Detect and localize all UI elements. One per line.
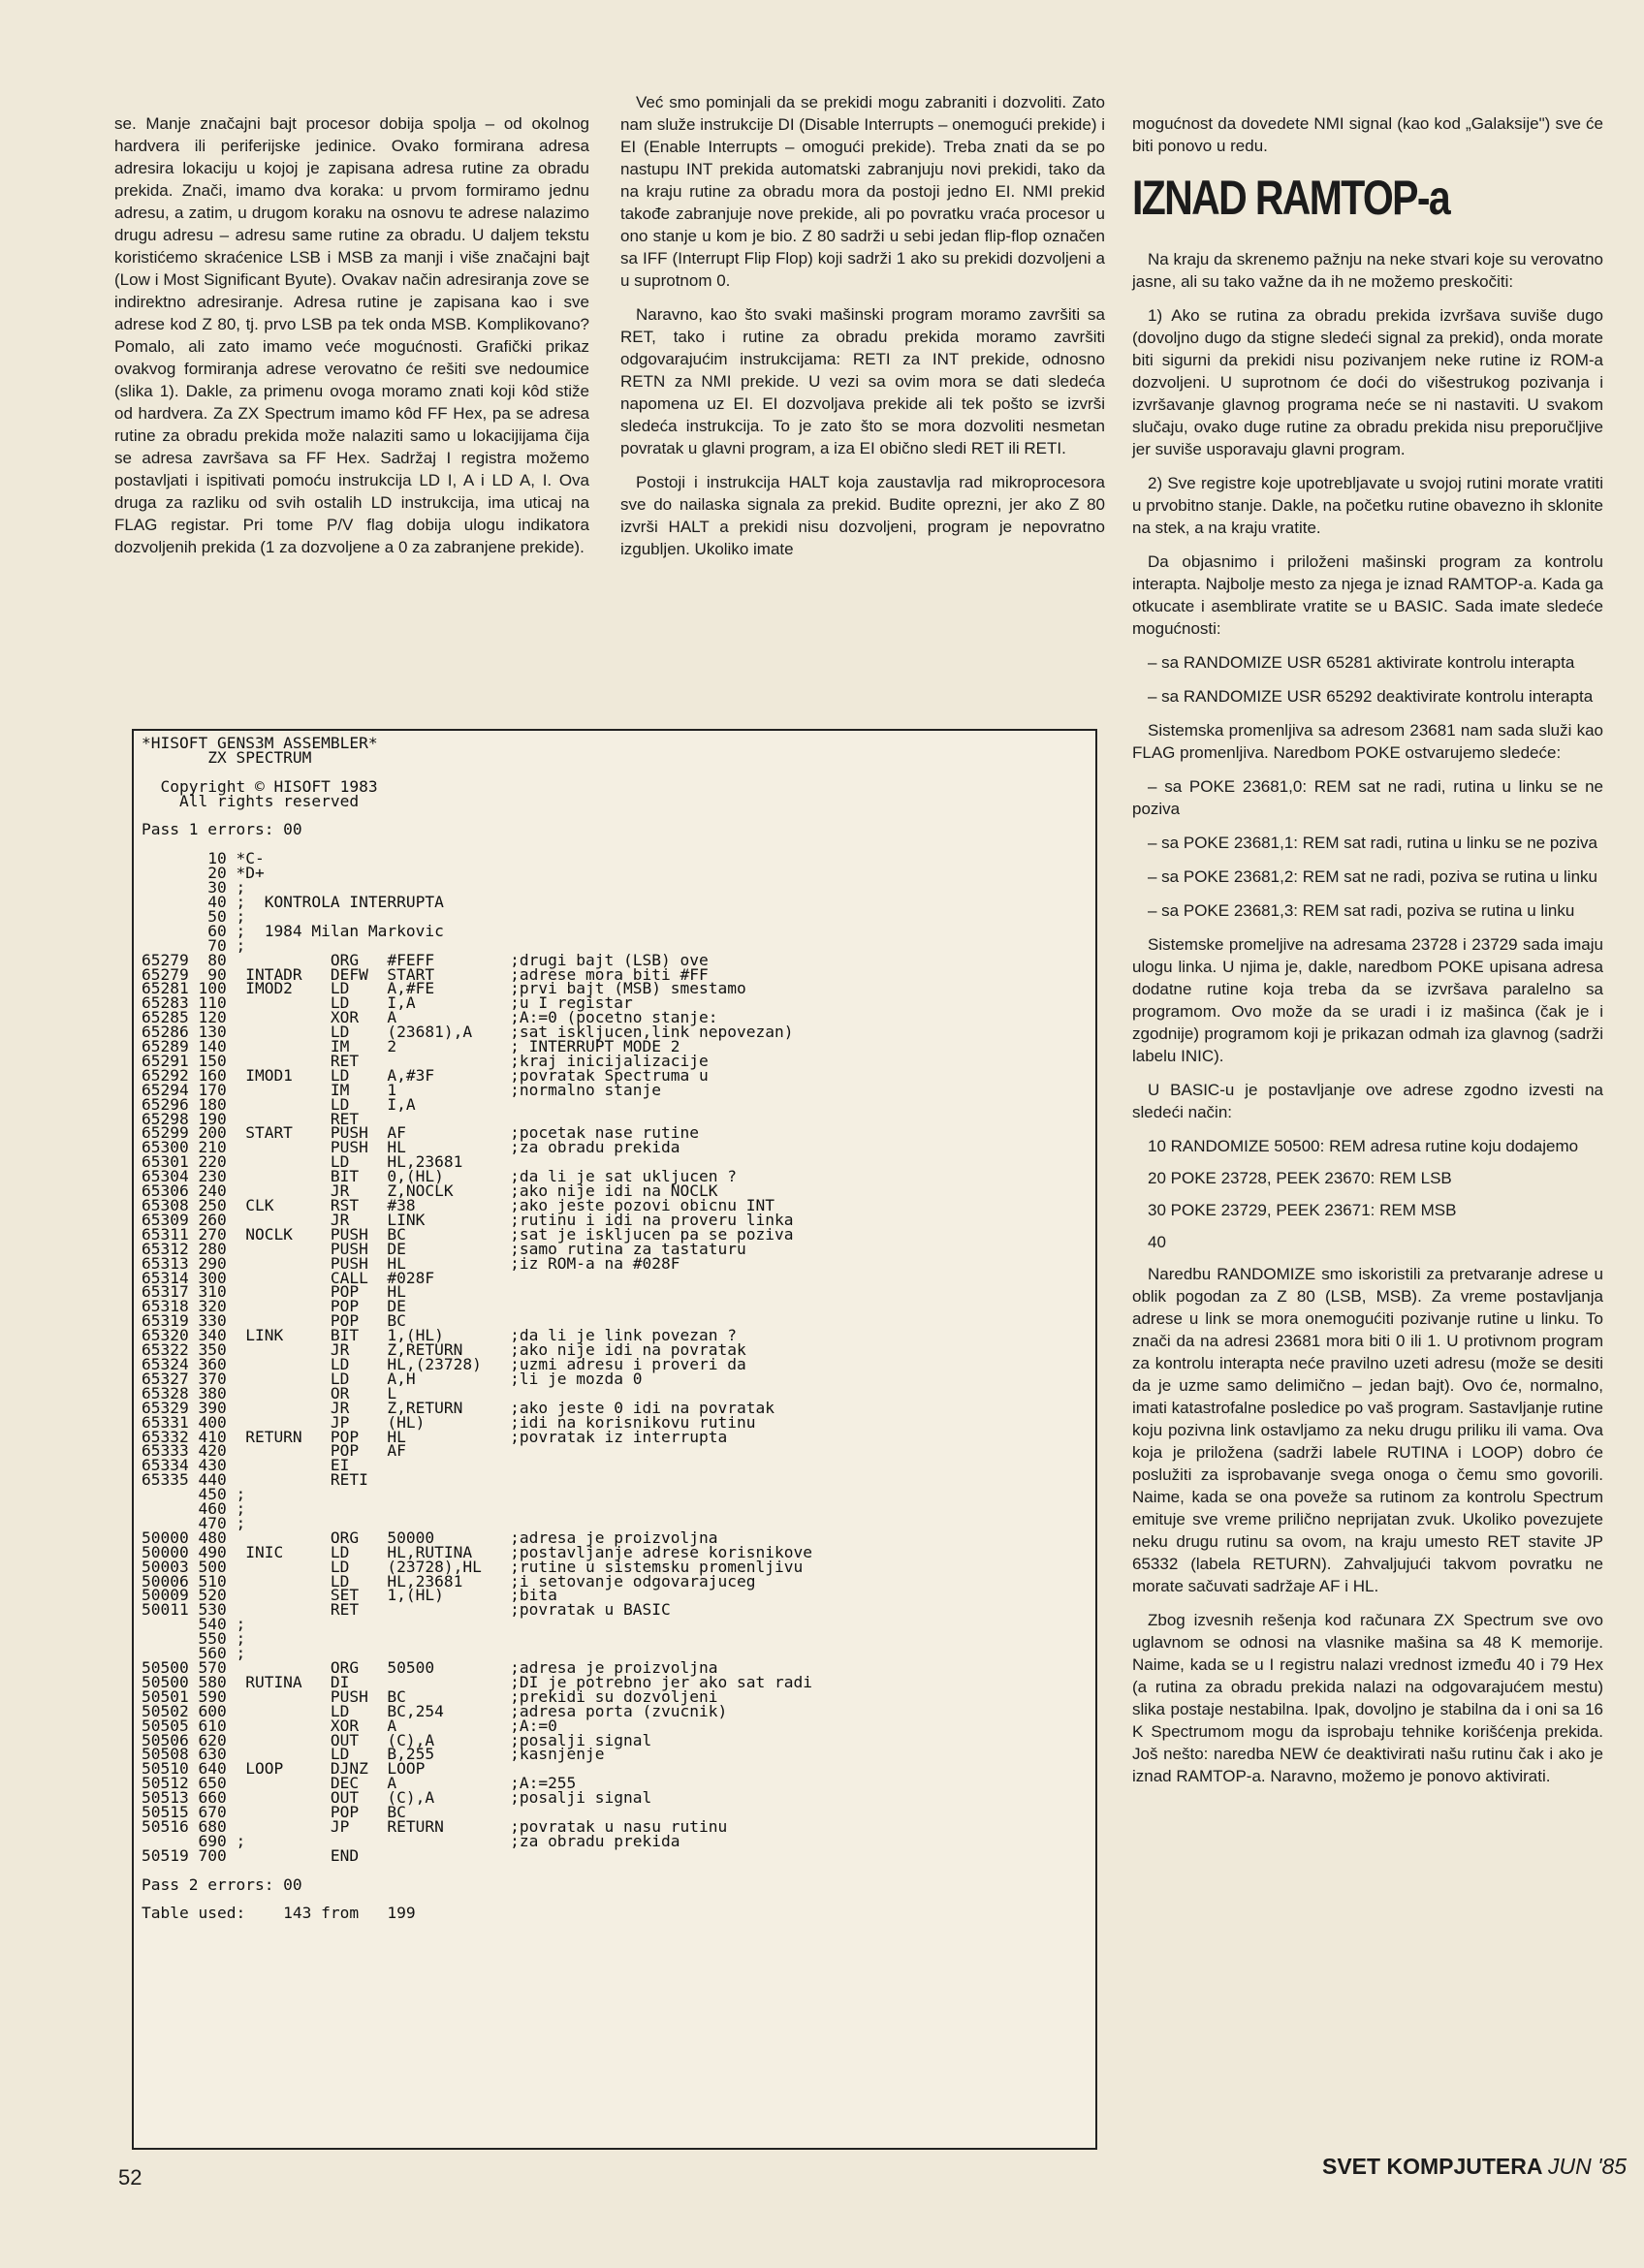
listing-line: Pass 2 errors: 00 [142,1874,302,1894]
listing-line: ZX SPECTRUM [142,747,312,767]
paragraph: Na kraju da skrenemo pažnju na neke stvari koje su verovatno jasne, ali su tako važne da ih ne možemo preskočiti: [1132,250,1603,291]
paragraph: – sa POKE 23681,1: REM sat radi, rutina u linku se ne poziva [1148,834,1597,852]
listing-line: 40 ; KONTROLA INTERRUPTA [142,892,444,911]
listing-line: 50500 570 ORG 50500 ;adresa je proizvoljna [142,1658,718,1677]
listing-line: 50502 600 LD BC,254 ;adresa porta (zvucnik) [142,1701,728,1720]
paragraph: U BASIC-u je postavljanje ove adrese zgodno izvesti na sledeći način: [1132,1081,1603,1121]
listing-line: 65334 430 EI [142,1456,350,1475]
magazine-name: SVET KOMPJUTERA [1322,2154,1542,2179]
listing-line: 50501 590 PUSH BC ;prekidi su dozvoljeni [142,1686,718,1706]
paragraph: Zbog izvesnih rešenja kod računara ZX Spectrum sve ovo uglavnom se odnosi na vlasnike mašina sa 48 K memorije. Naime, kada se u I registru nalazi vrednost između 40 i 79 Hex (a rutina za obradu prekida nalazi na odgovarajućem mestu) slika postaje nestabilna. Ipak, dovoljno je stabilna da i oni sa 16 K Spectrumom mogu da isprobaju tehnike korišćenja prekida. Još nešto: naredba NEW će deaktivirati našu rutinu čak i ako je iznad RAMTOP-a. Naravno, možemo je ponovo aktivirati. [1132,1611,1603,1785]
listing-line: 65313 290 PUSH HL ;iz ROM-a na #028F [142,1253,680,1273]
listing-line: 65327 370 LD A,H ;li je mozda 0 [142,1369,643,1388]
listing-line: 50003 500 LD (23728),HL ;rutine u sistemsku promenljivu [142,1557,804,1576]
listing-line: 65311 270 NOCLK PUSH BC ;sat je iskljucen pa se poziva [142,1224,794,1244]
listing-line: 65332 410 RETURN POP HL ;povratak iz interrupta [142,1427,728,1446]
listing-line: 30 ; [142,878,246,898]
paragraph: 2) Sve registre koje upotrebljavate u svojoj rutini morate vratiti u prvobitno stanje. Dakle, na početku rutine obavezno ih sklonite na stek, a na kraju vratite. [1132,474,1603,537]
issue-date: JUN '85 [1548,2154,1628,2179]
listing-line: 65301 220 LD HL,23681 [142,1152,463,1172]
assembler-listing [132,729,1097,2150]
listing-line: 70 ; [142,935,246,955]
listing-line: 65292 160 IMOD1 LD A,#3F ;povratak Spectruma u [142,1065,709,1085]
listing-line: 50000 480 ORG 50000 ;adresa je proizvoljna [142,1528,718,1547]
listing-line: 65333 420 POP AF [142,1441,406,1461]
listing-line: 50513 660 OUT (C),A ;posalji signal [142,1788,652,1808]
basic-line: 40 [1148,1233,1166,1251]
listing-line: 50006 510 LD HL,23681 ;i setovanje odgovarajuceg [142,1571,756,1591]
listing-line: 65296 180 LD I,A [142,1094,416,1114]
listing-line: 50011 530 RET ;povratak u BASIC [142,1600,671,1620]
listing-line: 65312 280 PUSH DE ;samo rutina za tastaturu [142,1239,746,1258]
text-column-3 [1132,112,1603,1799]
listing-line: 65328 380 OR L [142,1383,397,1402]
listing-line: 65331 400 JP (HL) ;idi na korisnikovu rutinu [142,1412,756,1432]
paragraph: Postoji i instrukcija HALT koja zaustavlja rad mikroprocesora sve do nailaska signala za prekid. Budite oprezni, jer ako Z 80 izvrši HALT a prekidi nisu dozvoljeni, program je nepovratno izgubljen. Ukoliko imate [620,473,1105,558]
listing-line: 65317 310 POP HL [142,1282,406,1302]
listing-line: 65283 110 LD I,A ;u I registar [142,993,633,1013]
listing-line: 50009 520 SET 1,(HL) ;bita [142,1586,557,1605]
listing-line: 450 ; [142,1485,246,1504]
listing-line: 65279 90 INTADR DEFW START ;adrese mora biti #FF [142,964,709,984]
listing-line: 65320 340 LINK BIT 1,(HL) ;da li je link povezan ? [142,1326,737,1345]
listing-line: 50515 670 POP BC [142,1803,406,1822]
listing-line: 65306 240 JR Z,NOCLK ;ako nije idi na NOCLK [142,1181,718,1201]
listing-line: Copyright © HISOFT 1983 [142,776,378,796]
listing-line: 65291 150 RET ;kraj inicijalizacije [142,1051,709,1070]
listing-line: 65324 360 LD HL,(23728) ;uzmi adresu i proveri da [142,1354,746,1373]
listing-line: 690 ; ;za obradu prekida [142,1831,680,1850]
listing-line: 65314 300 CALL #028F [142,1268,435,1287]
text-column-1 [114,112,589,570]
paragraph: – sa RANDOMIZE USR 65292 deaktivirate kontrolu interapta [1148,687,1594,706]
text-column-2 [620,91,1105,572]
paragraph: – sa POKE 23681,0: REM sat ne radi, rutina u linku se ne poziva [1132,777,1603,818]
listing-line: 65309 260 JR LINK ;rutinu i idi na proveru linka [142,1210,794,1229]
page-number: 52 [118,2165,142,2189]
listing-line: 550 ; [142,1629,246,1649]
listing-line: 65294 170 IM 1 ;normalno stanje [142,1080,662,1099]
basic-line: 30 POKE 23729, PEEK 23671: REM MSB [1148,1201,1457,1219]
listing-line: 50510 640 LOOP DJNZ LOOP [142,1759,426,1779]
paragraph: – sa POKE 23681,2: REM sat ne radi, poziva se rutina u linku [1148,867,1597,886]
listing-line: 50000 490 INIC LD HL,RUTINA ;postavljanje adrese korisnikove [142,1542,812,1561]
paragraph: Sistemske promeljive na adresama 23728 i 23729 sada imaju ulogu linka. U njima je, dakle, naredbom POKE upisana adresa dodatne rutine koja treba da se izvršava paralelno sa programom. Ovo može da se uradi i iz mašinca (čak je i zgodnije) programom koji je prikazan odmah iza glavnog (sadrži labelu INIC). [1132,935,1603,1065]
listing-line: 560 ; [142,1644,246,1663]
listing-line: 50508 630 LD B,255 ;kasnjenje [142,1745,605,1764]
listing-line: 65286 130 LD (23681),A ;sat iskljucen,link nepovezan) [142,1023,794,1042]
listing-line: 50500 580 RUTINA DI ;DI je potrebno jer ako sat radi [142,1672,812,1691]
section-heading: IZNAD RAMTOP-a [1132,171,1450,225]
listing-line: 50516 680 JP RETURN ;povratak u nasu rutinu [142,1816,728,1836]
listing-line: 65319 330 POP BC [142,1311,406,1331]
listing-line: 65279 80 ORG #FEFF ;drugi bajt (LSB) ove [142,950,709,969]
listing-line: 50505 610 XOR A ;A:=0 [142,1716,557,1735]
paragraph: Već smo pominjali da se prekidi mogu zabraniti i dozvoliti. Zato nam služe instrukcije DI (Disable Interrupts – onemogući prekide) i EI (Enable Interrupts – omogući prekide). Treba znati da se po nastupu INT prekida automatski zabranjuju novi prekidi, tako da na kraju rutine za obradu mora da postoji jedno EI. NMI prekid takođe zabranjuje nove prekide, ali po povratku vraća procesor u ono stanje u kom je bio. Z 80 sadrži u sebi jedan flip-flop označen sa IFF (Interrupt Flip Flop) koji sadrži 1 ako su prekidi dozvoljeni a u suprotnom 0. [620,93,1105,290]
paragraph: 1) Ako se rutina za obradu prekida izvršava suviše dugo (dovoljno dugo da stigne sledeći signal za prekid), onda morate biti sigurni da prekidi nisu pozivanjem neke rutine iz ROM-a dozvoljeni. U suprotnom će doći do višestrukog pozivanja i izvršavanje glavnog programa neće se ni nastaviti. U svakom slučaju, ovako duge rutine za obradu prekida nisu preporučljive jer suviše usporavaju glavni program. [1132,306,1603,458]
paragraph: Naravno, kao što svaki mašinski program moramo završiti sa RET, tako i rutine za obradu prekida moramo završiti odgovarajućim instrukcijama: RETI za INT prekide, odnosno RETN za NMI prekide. U vezi sa ovim mora se dati sledeća napomena uz EI. EI dozvoljava prekide ali tek pošto se izvrši sledeća instrukcija. To je zato što se mora dozvoliti nesmetan povratak u glavni program, a iza EI obično sledi RET ili RETI. [620,305,1105,457]
paragraph: Naredbu RANDOMIZE smo iskoristili za pretvaranje adrese u oblik pogodan za Z 80 (LSB, MSB). Za vreme postavljanja adrese u link se mora onemogućiti pozivanje rutine u linku. To znači da na adresi 23681 mora biti 0 ili 1. U protivnom program za kontrolu interapta neće pravilno uzeti adresu (može se desiti da je uzme samo delimično – jedan bajt). Ovo će, normalno, imati katastrofalne posledice po vaš program. Sastavljanje rutine koju pozivna link ostavljamo za neku drugu priliku ili vama. Ova koja je priložena (sadrži labele RUTINA i LOOP) dobro će poslužiti za isprobavanje svega onoga o čemu smo govorili. Naime, kada se ona poveže sa rutinom za kontrolu Spectrum emituje sve vreme prilično neprijatan zvuk. Ukoliko povezujete neku drugu rutinu sa ovom, na kraju umesto RET stavite JP 65332 (labela RETURN). Zahvaljujući takvom povratku ne morate sačuvati sadržaje AF i HL. [1132,1265,1603,1595]
listing-line: Table used: 143 from 199 [142,1904,416,1923]
paragraph: – sa POKE 23681,3: REM sat radi, poziva se rutina u linku [1148,901,1575,920]
basic-line: 10 RANDOMIZE 50500: REM adresa rutine koju dodajemo [1148,1137,1579,1155]
listing-line: 65299 200 START PUSH AF ;pocetak nase rutine [142,1123,699,1143]
listing-line: 65335 440 RETI [142,1470,368,1490]
listing-line: 50506 620 OUT (C),A ;posalji signal [142,1730,652,1749]
basic-line: 20 POKE 23728, PEEK 23670: REM LSB [1148,1169,1452,1187]
listing-line: Pass 1 errors: 00 [142,820,302,839]
listing-line: 60 ; 1984 Milan Markovic [142,921,444,940]
listing-line: 65308 250 CLK RST #38 ;ako jeste pozovi obicnu INT [142,1196,775,1214]
listing-line: 50 ; [142,906,246,926]
listing-line: 65281 100 IMOD2 LD A,#FE ;prvi bajt (MSB) smestamo [142,979,746,998]
listing-line: 460 ; [142,1499,246,1519]
listing-line: 65304 230 BIT 0,(HL) ;da li je sat ukljucen ? [142,1167,737,1186]
listing-line: 65329 390 JR Z,RETURN ;ako jeste 0 idi na povratak [142,1398,775,1417]
listing-line: 65285 120 XOR A ;A:=0 (pocetno stanje: [142,1008,718,1027]
listing-line: 470 ; [142,1513,246,1532]
listing-line: 540 ; [142,1615,246,1634]
listing-code [134,731,1095,1927]
listing-line: 50519 700 END [142,1845,360,1865]
listing-line: 65289 140 IM 2 ; INTERRUPT MODE 2 [142,1037,680,1056]
paragraph: – sa RANDOMIZE USR 65281 aktivirate kontrolu interapta [1148,653,1575,672]
listing-line: *HISOFT GENS3M ASSEMBLER* [142,734,378,752]
listing-line: 10 *C- [142,849,265,868]
paragraph: Sistemska promenljiva sa adresom 23681 nam sada služi kao FLAG promenljiva. Naredbom POKE ostvarujemo sledeće: [1132,721,1603,762]
listing-line: 65322 350 JR Z,RETURN ;ako nije idi na povratak [142,1340,746,1360]
paragraph: Da objasnimo i priloženi mašinski program za kontrolu interapta. Najbolje mesto za njega je iznad RAMTOP-a. Kada ga otkucate i asemblirate vratite se u BASIC. Sada imate sledeće mogućnosti: [1132,552,1603,638]
listing-line: 65300 210 PUSH HL ;za obradu prekida [142,1138,680,1157]
magazine-footer [1322,2154,1627,2180]
listing-line: 20 *D+ [142,864,265,883]
paragraph: mogućnost da dovedete NMI signal (kao kod „Galaksije") sve će biti ponovo u redu. [1132,114,1603,155]
listing-line: 65298 190 RET [142,1109,360,1128]
paragraph: se. Manje značajni bajt procesor dobija spolja – od okolnog hardvera ili periferijske jedinice. Ovako formirana adresa adresira lokaciju u kojoj je zapisana adresa rutine za obradu prekida. Znači, imamo dva koraka: u prvom formiramo jednu adresu, a zatim, u drugom koraku na osnovu te adrese nalazimo drugu adresu – adresu same rutine za obradu. U daljem tekstu koristićemo skraćenice LSB i MSB za manji i više značajni bajt (Low i Most Significant Byute). Ovakav način adresiranja zove se indirektno adresiranje. Adresa rutine je zapisana kao i sve adrese kod Z 80, tj. prvo LSB pa tek onda MSB. Komplikovano? Pomalo, ali zato imamo veće mogućnosti. Grafički prikaz ovakvog formiranja adrese verovatno će rešiti sve nedoumice (slika 1). Dakle, za primenu ovoga moramo znati koji kôd stiže od hardvera. Za ZX Spectrum imamo kôd FF Hex, pa se adresa rutine za obradu prekida može nalaziti samo u lokacijijama čija se adresa završava sa FF Hex. Sadržaj I registra možemo postavljati i ispitivati pomoću instrukcija LD I, A i LD A, I. Ova druga za razliku od svih ostalih LD instrukcija, ima uticaj na FLAG registar. Pri tome P/V flag dobija ulogu indikatora dozvoljenih prekida (1 za dozvoljene a 0 za zabranjene prekide). [114,114,589,556]
listing-line: 50512 650 DEC A ;A:=255 [142,1774,577,1793]
listing-line: All rights reserved [142,791,360,810]
listing-line: 65318 320 POP DE [142,1297,406,1316]
